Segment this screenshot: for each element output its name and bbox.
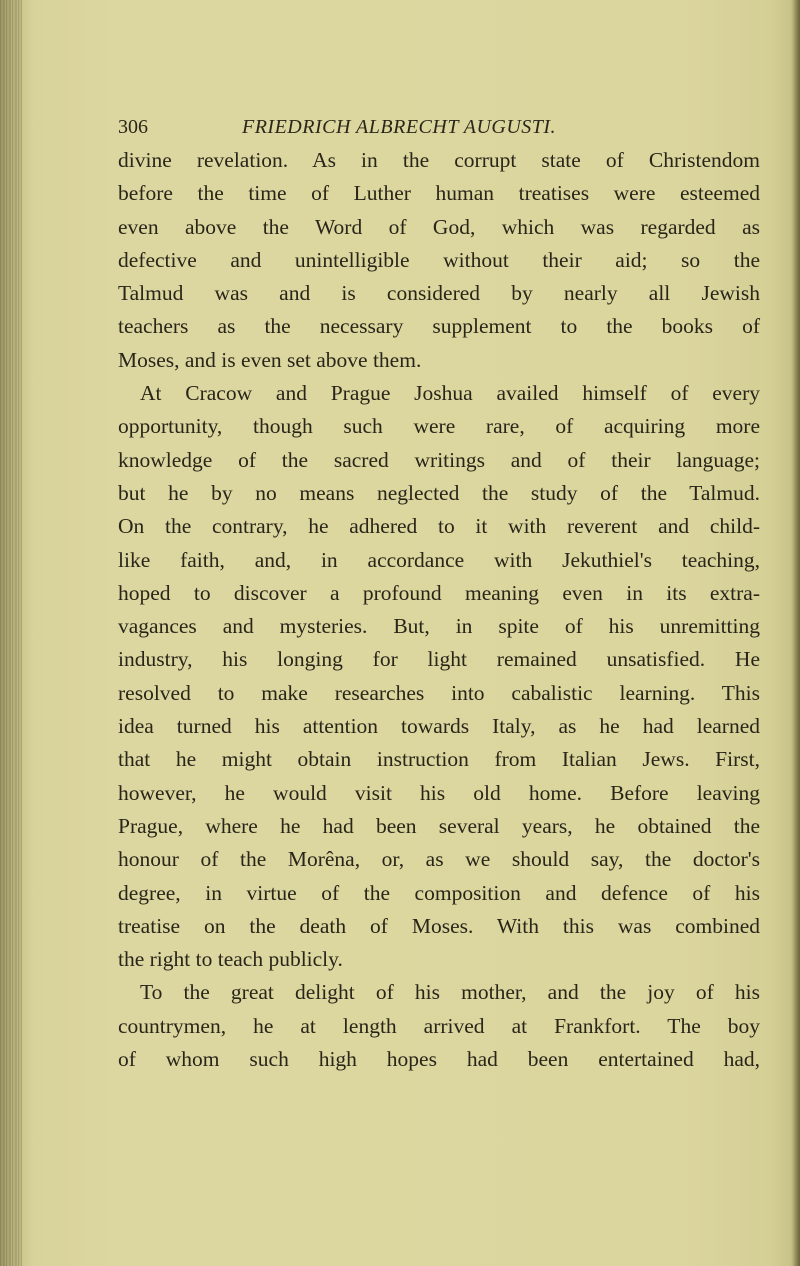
text-line: but he by no means neglected the study of the Talmud. [118,480,760,505]
page-header [118,116,758,146]
text-line: Prague, where he had been several years, he obtained the [118,813,760,838]
text-line: To the great delight of his mother, and the joy of his [140,980,760,1005]
text-line: At Cracow and Prague Joshua availed himself of every [140,381,760,406]
text-line: knowledge of the sacred writings and of their language; [118,447,760,472]
text-line: that he might obtain instruction from Italian Jews. First, [118,747,760,772]
text-line: divine revelation. As in the corrupt state of Christendom [118,148,760,172]
text-line: countrymen, he at length arrived at Frankfort. The boy [118,1013,760,1038]
page-outer-edge [792,0,800,1266]
text-line: idea turned his attention towards Italy, as he had learned [118,714,760,739]
page-number: 306 [118,116,148,138]
text-line: resolved to make researches into cabalistic learning. This [118,680,760,705]
page-binding-edge [0,0,22,1266]
text-line: the right to teach publicly. [118,947,343,972]
text-line: however, he would visit his old home. Before leaving [118,780,760,805]
body-text [118,144,760,1076]
text-line: vagances and mysteries. But, in spite of his unremitting [118,614,760,639]
text-line: degree, in virtue of the composition and defence of his [118,880,760,905]
running-title: FRIEDRICH ALBRECHT AUGUSTI. [242,116,557,138]
text-line: On the contrary, he adhered to it with reverent and child- [118,514,760,539]
text-line: Moses, and is even set above them. [118,347,422,372]
text-line: teachers as the necessary supplement to the books of [118,314,760,339]
text-line: industry, his longing for light remained unsatisfied. He [118,647,760,672]
text-line: treatise on the death of Moses. With this was combined [118,913,760,938]
text-line: of whom such high hopes had been entertained had, [118,1047,760,1072]
text-line: Talmud was and is considered by nearly all Jewish [118,281,760,306]
text-line: like faith, and, in accordance with Jekuthiel's teaching, [118,547,760,572]
text-line: defective and unintelligible without their aid; so the [118,247,760,272]
text-line: opportunity, though such were rare, of acquiring more [118,414,760,439]
text-line: even above the Word of God, which was regarded as [118,214,760,239]
text-line: honour of the Morêna, or, as we should say, the doctor's [118,847,760,872]
text-line: hoped to discover a profound meaning even in its extra- [118,580,760,605]
text-line: before the time of Luther human treatises were esteemed [118,181,760,206]
